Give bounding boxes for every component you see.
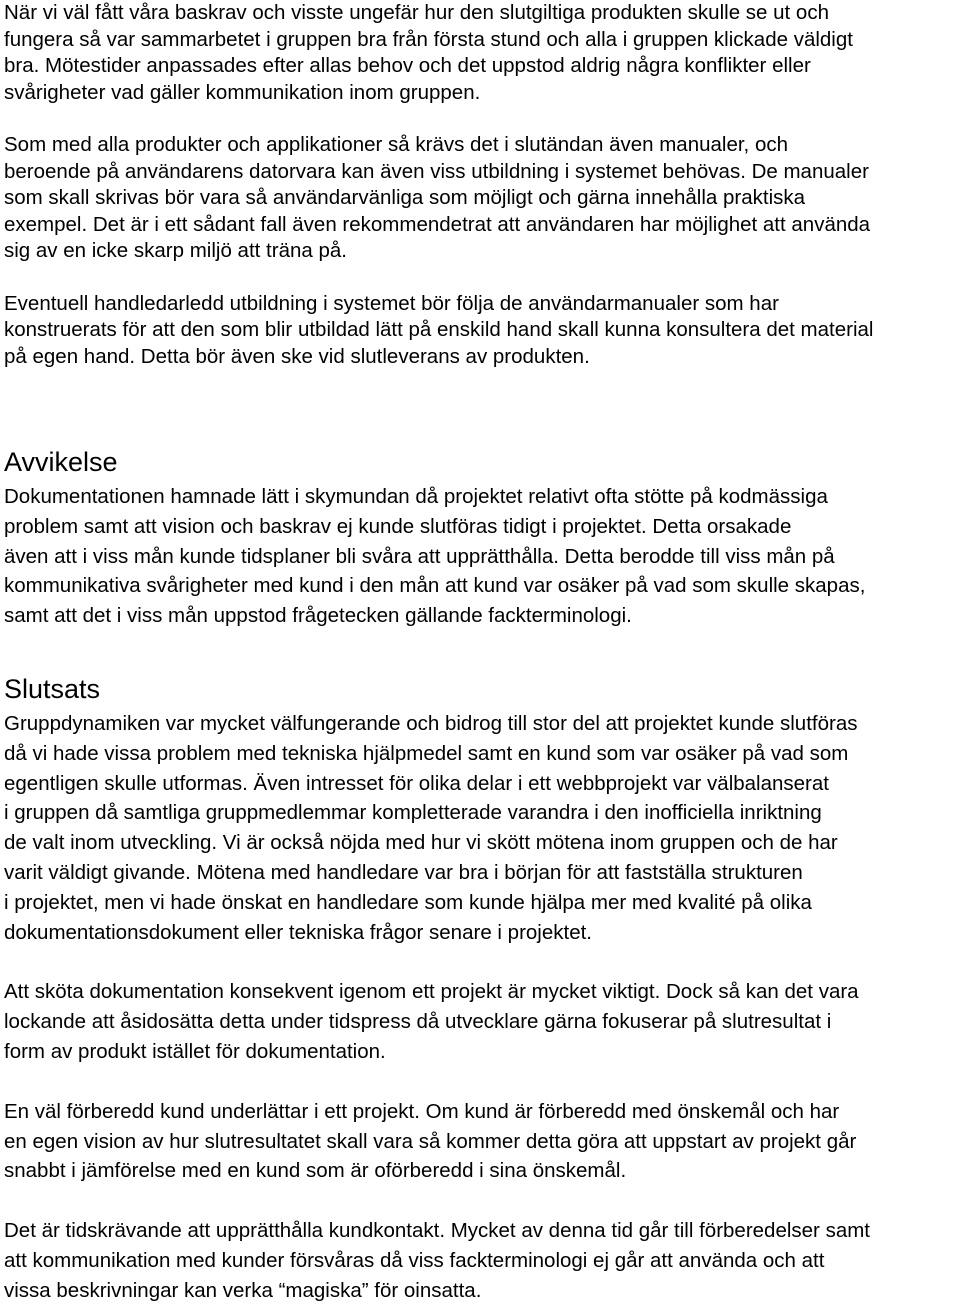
heading-slutsats: Slutsats [4, 673, 101, 704]
intro-paragraph-1: När vi väl fått våra baskrav och visste ungefär hur den slutgiltiga produkten skulle se ut och fungera så var sammarbetet i gruppen bra från första stund och alla i gruppen klickade väldigt bra. Mötestider anpassades efter allas behov och det uppstod aldrig några konflikter eller svårigheter vad gäller kommunikation inom gruppen. [4, 1, 853, 104]
intro-paragraph-3: Eventuell handledarledd utbildning i systemet bör följa de användarmanualer som har konstruerats för att den som blir utbildad lätt på enskild hand skall kunna konsultera det material på egen hand. Detta bör även ske vid slutleverans av produkten. [4, 291, 874, 368]
slutsats-paragraph-3: En väl förberedd kund underlättar i ett projekt. Om kund är förberedd med önskemål och har en egen vision av hur slutresultatet skall vara så kommer detta göra att uppstart av projekt går snabbt i jämförelse med en kund som är oförberedd i sina önskemål. [4, 1099, 857, 1183]
document-page [4, 0, 958, 1306]
intro-paragraph-2: Som med alla produkter och applikationer så krävs det i slutändan även manualer, och beroende på användarens datorvara kan även viss utbildning i systemet behövas. De manualer som skall skrivas bör vara så användarvänliga som möjligt och gärna innehålla praktiska exempel. Det är i ett sådant fall även rekommendetrat att användaren har möjlighet att använda sig av en icke skarp miljö att träna på. [4, 133, 871, 262]
slutsats-paragraph-4: Det är tidskrävande att upprätthålla kundkontakt. Mycket av denna tid går till förberedelser samt att kommunikation med kunder försvåras då viss fackterminologi ej går att använda och att vissa beskrivningar kan verka “magiska” för oinsatta. [4, 1219, 871, 1302]
avvikelse-paragraph: Dokumentationen hamnade lätt i skymundan då projektet relativt ofta stötte på kodmässiga problem samt att vision och baskrav ej kunde slutföras tidigt i projektet. Detta orsakade även att i viss mån kunde tidsplaner bli svåra att upprätthålla. Detta berodde till viss mån på kommunikativa svårigheter med kund i den mån att kund var osäker på vad som skulle skapas, samt att det i viss mån uppstod frågetecken gällande fackterminologi. [4, 485, 866, 628]
slutsats-paragraph-1: Gruppdynamiken var mycket välfungerande och bidrog till stor del att projektet kunde slutföras då vi hade vissa problem med tekniska hjälpmedel samt en kund som var osäker på vad som egentligen skulle utformas. Även intresset för olika delar i ett webbprojekt var välbalanserat i gruppen då samtliga gruppmedlemmar kompletterade varandra i den inofficiella inriktning de valt inom utveckling. Vi är också nöjda med hur vi skött mötena inom gruppen och de har varit väldigt givande. Mötena med handledare var bra i början för att fastställa strukturen i projektet, men vi hade önskat en handledare som kunde hjälpa mer med kvalité på olika dokumentationsdokument eller tekniska frågor senare i projektet. [4, 711, 858, 944]
slutsats-paragraph-2: Att sköta dokumentation konsekvent igenom ett projekt är mycket viktigt. Dock så kan det vara lockande att åsidosätta detta under tidspress då utvecklare gärna fokuserar på slutresultat i form av produkt istället för dokumentation. [4, 980, 859, 1063]
heading-avvikelse: Avvikelse [4, 447, 118, 477]
